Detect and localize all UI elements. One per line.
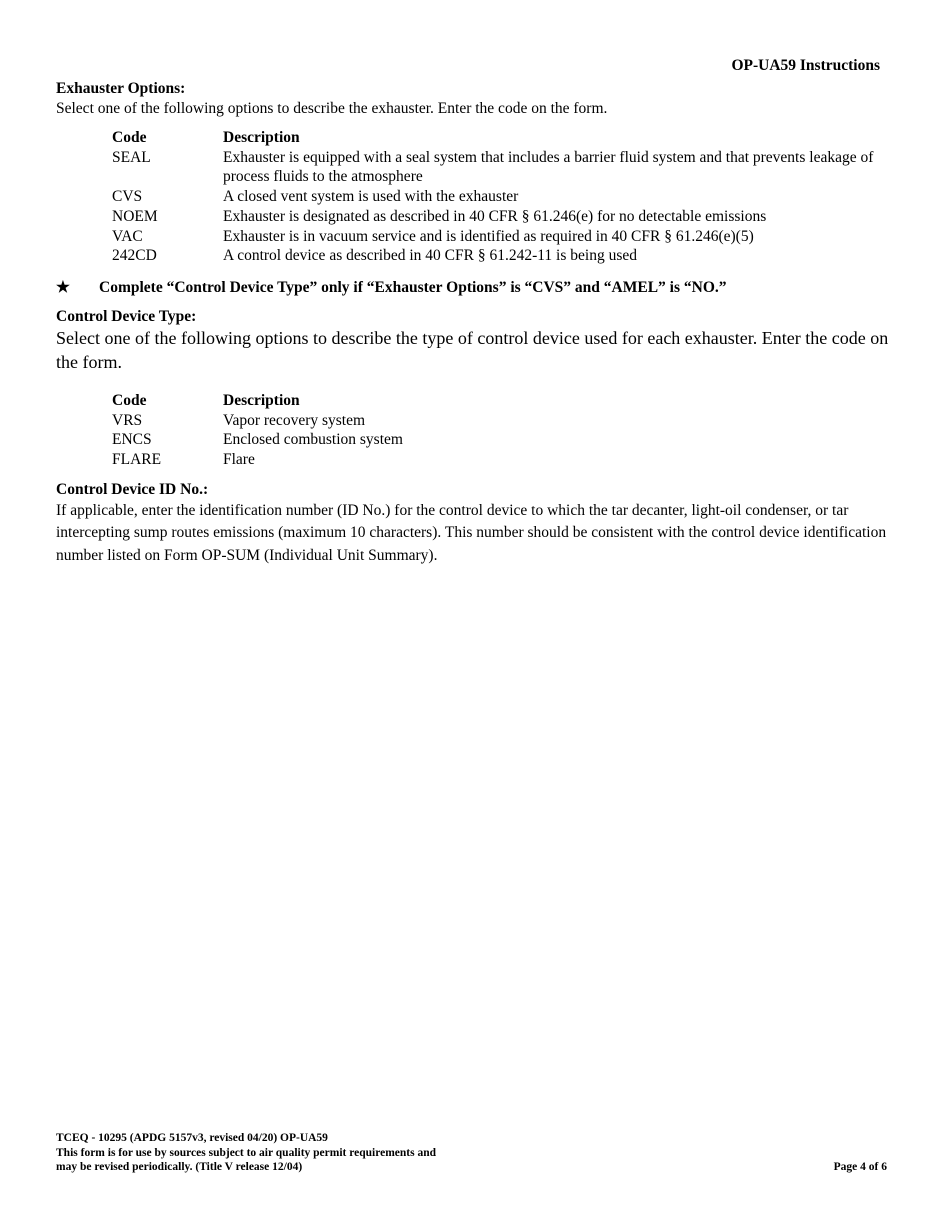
- exhauster-options-intro: Select one of the following options to describe the exhauster. Enter the code on the form.: [56, 100, 608, 117]
- footer-usage-note: This form is for use by sources subject to air quality permit requirements and: [56, 1146, 437, 1159]
- table-header-row: [112, 391, 403, 411]
- table-row: [112, 246, 896, 266]
- exhauster-options-table: [112, 128, 896, 266]
- option-description: Exhauster is in vacuum service and is identified as required in 40 CFR § 61.246(e)(5): [223, 227, 754, 245]
- document-body: [56, 79, 896, 567]
- option-code: CVS: [112, 188, 143, 206]
- option-description: A control device as described in 40 CFR § 61.242-11 is being used: [223, 247, 637, 265]
- control-device-type-table: [112, 391, 403, 470]
- table-header-row: [112, 128, 896, 148]
- table-row: [112, 227, 896, 247]
- instruction-note: [56, 278, 896, 297]
- table-row: [112, 411, 403, 431]
- table-row: [112, 450, 403, 470]
- option-code: SEAL: [112, 148, 151, 166]
- option-code: VRS: [112, 411, 143, 429]
- note-text: Complete “Control Device Type” only if “Exhauster Options” is “CVS” and “AMEL” is “NO.”: [99, 278, 727, 296]
- option-code: VAC: [112, 227, 143, 245]
- table-row: [112, 207, 896, 227]
- option-description: Exhauster is equipped with a seal system that includes a barrier fluid system and that prevents leakage of process fluids to the atmosphere: [223, 148, 874, 186]
- page-number: Page 4 of 6: [833, 1161, 887, 1173]
- column-header-code: Code: [112, 129, 147, 146]
- option-description: A closed vent system is used with the exhauster: [223, 188, 519, 206]
- control-device-id-heading: Control Device ID No.:: [56, 480, 209, 498]
- table-row: [112, 430, 403, 450]
- column-header-description: Description: [223, 129, 300, 146]
- form-footer: [56, 1131, 436, 1175]
- option-code: 242CD: [112, 247, 157, 265]
- option-description: Flare: [223, 451, 255, 469]
- table-row: [112, 148, 896, 187]
- column-header-description: Description: [223, 391, 300, 409]
- control-device-type-intro: Select one of the following options to describe the type of control device used for each exhauster. Enter the code on the form.: [56, 327, 889, 373]
- page-title: OP-UA59 Instructions: [731, 57, 880, 74]
- star-icon: ★: [56, 278, 70, 296]
- column-header-code: Code: [112, 391, 147, 409]
- option-code: NOEM: [112, 207, 158, 225]
- control-device-id-text: If applicable, enter the identification number (ID No.) for the control device to which the tar decanter, light-oil condenser, or tar intercepting sump routes emissions (maximum 10 characters). This number should be consistent with the control device identification number listed on Form OP-SUM (Individual Unit Summary).: [56, 501, 887, 564]
- exhauster-options-heading: Exhauster Options:: [56, 80, 186, 97]
- option-code: FLARE: [112, 451, 162, 469]
- option-description: Exhauster is designated as described in 40 CFR § 61.246(e) for no detectable emissions: [223, 207, 767, 225]
- control-device-type-heading: Control Device Type:: [56, 307, 197, 325]
- option-code: ENCS: [112, 431, 152, 449]
- footer-form-id: TCEQ - 10295 (APDG 5157v3, revised 04/20) OP-UA59: [56, 1132, 328, 1144]
- table-row: [112, 187, 896, 207]
- option-description: Enclosed combustion system: [223, 431, 403, 449]
- option-description: Vapor recovery system: [223, 411, 366, 429]
- footer-release-note: may be revised periodically. (Title V release 12/04): [56, 1161, 303, 1173]
